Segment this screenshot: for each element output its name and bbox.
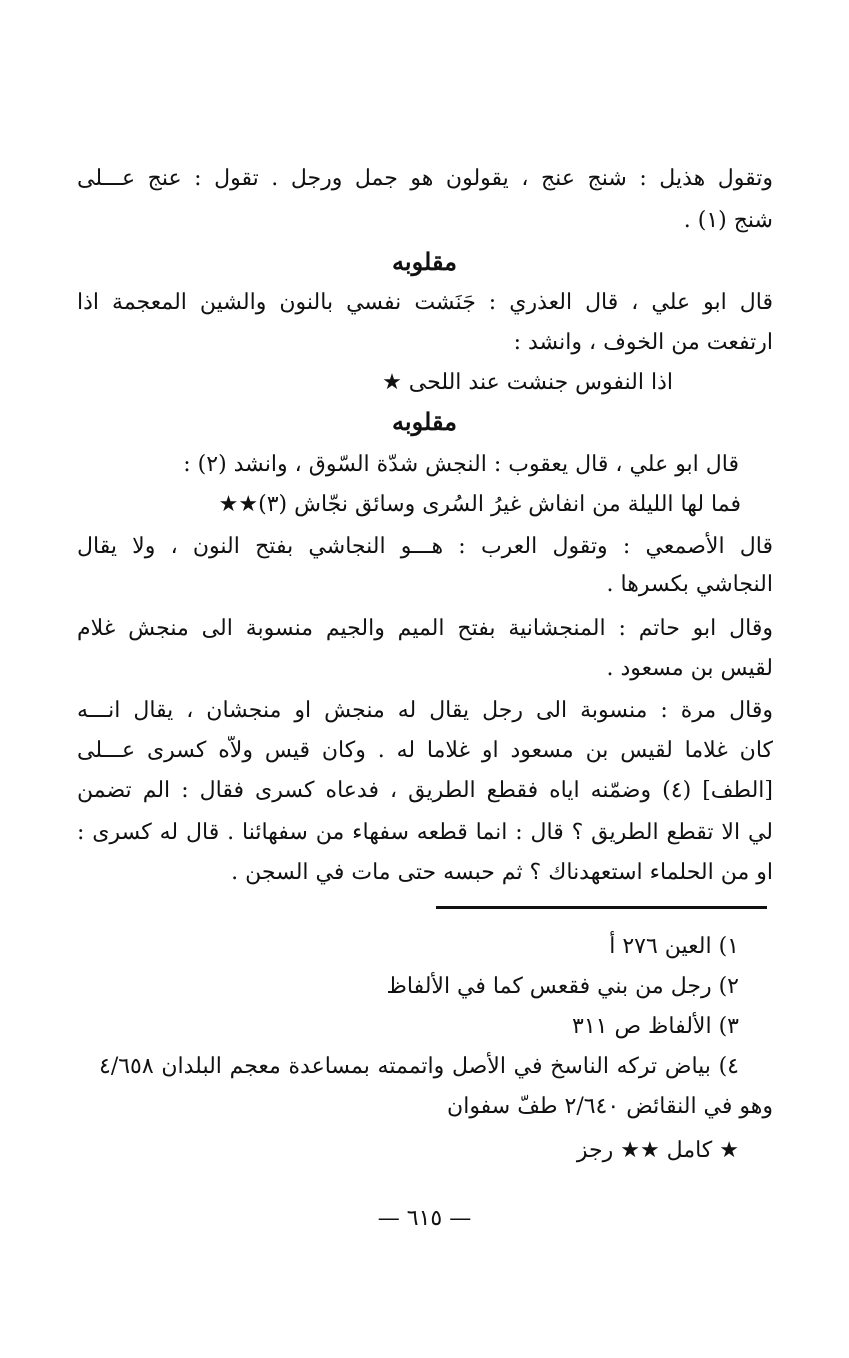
text-line-5: قال ابو علي ، قال يعقوب : النجش شدّة السّوق ، وانشد (٢) : bbox=[183, 452, 739, 477]
text-line-14: او من الحلماء استعهدناك ؟ ثم حبسه حتى مات في السجن . bbox=[231, 860, 773, 885]
footnote-4: ٤) بياض تركه الناسخ في الأصل واتممته بمساعدة معجم البلدان ٤/٦٥٨ bbox=[99, 1054, 739, 1079]
text-line-1: وتقول هذيل : شنج عنج ، يقولون هو جمل ورجل . تقول : عنج عـــلى bbox=[77, 166, 773, 191]
text-line-7: النجاشي بكسرها . bbox=[606, 572, 773, 597]
text-line-8: وقال ابو حاتم : المنجشانية بفتح الميم والجيم منسوبة الى منجش غلام bbox=[77, 616, 773, 641]
text-line-13: لي الا تقطع الطريق ؟ قال : انما قطعه سفهاء من سفهائنا . قال له كسرى : bbox=[77, 820, 773, 845]
section-heading-1: مقلوبه bbox=[392, 247, 457, 276]
text-line-12: [الطف] (٤) وضمّنه اياه فقطع الطريق ، فدعاه كسرى فقال : الم تضمن bbox=[77, 778, 773, 803]
section-heading-2: مقلوبه bbox=[392, 407, 457, 436]
text-line-2: شنج (١) . bbox=[683, 208, 773, 233]
verse-line-1: اذا النفوس جنشت عند اللحى ★ bbox=[382, 370, 673, 395]
text-line-3: قال ابو علي ، قال العذري : جَنَشت نفسي بالنون والشين المعجمة اذا bbox=[77, 290, 773, 315]
verse-line-2: فما لها الليلة من انفاش غيرُ السُرى وسائق نجّاش (٣)★★ bbox=[218, 492, 741, 517]
footnote-4-continuation: وهو في النقائض ٢/٦٤٠ طفّ سفوان bbox=[447, 1094, 773, 1119]
text-line-4: ارتفعت من الخوف ، وانشد : bbox=[513, 330, 773, 355]
text-line-11: كان غلاما لقيس بن مسعود او غلاما له . وكان قيس ولاّه كسرى عـــلى bbox=[77, 738, 773, 763]
meter-legend: ★ كامل ★★ رجز bbox=[576, 1138, 739, 1163]
footnote-2: ٢) رجل من بني فقعس كما في الألفاظ bbox=[386, 974, 739, 999]
page-number: — ٦١٥ — bbox=[377, 1206, 472, 1231]
footnote-3: ٣) الألفاظ ص ٣١١ bbox=[572, 1014, 739, 1039]
text-line-10: وقال مرة : منسوبة الى رجل يقال له منجش او منجشان ، يقال انـــه bbox=[77, 698, 773, 723]
footnote-separator bbox=[436, 906, 767, 909]
footnote-1: ١) العين ٢٧٦ أ bbox=[609, 934, 739, 959]
text-line-9: لقيس بن مسعود . bbox=[606, 656, 773, 681]
text-line-6: قال الأصمعي : وتقول العرب : هـــو النجاشي بفتح النون ، ولا يقال bbox=[77, 534, 773, 559]
